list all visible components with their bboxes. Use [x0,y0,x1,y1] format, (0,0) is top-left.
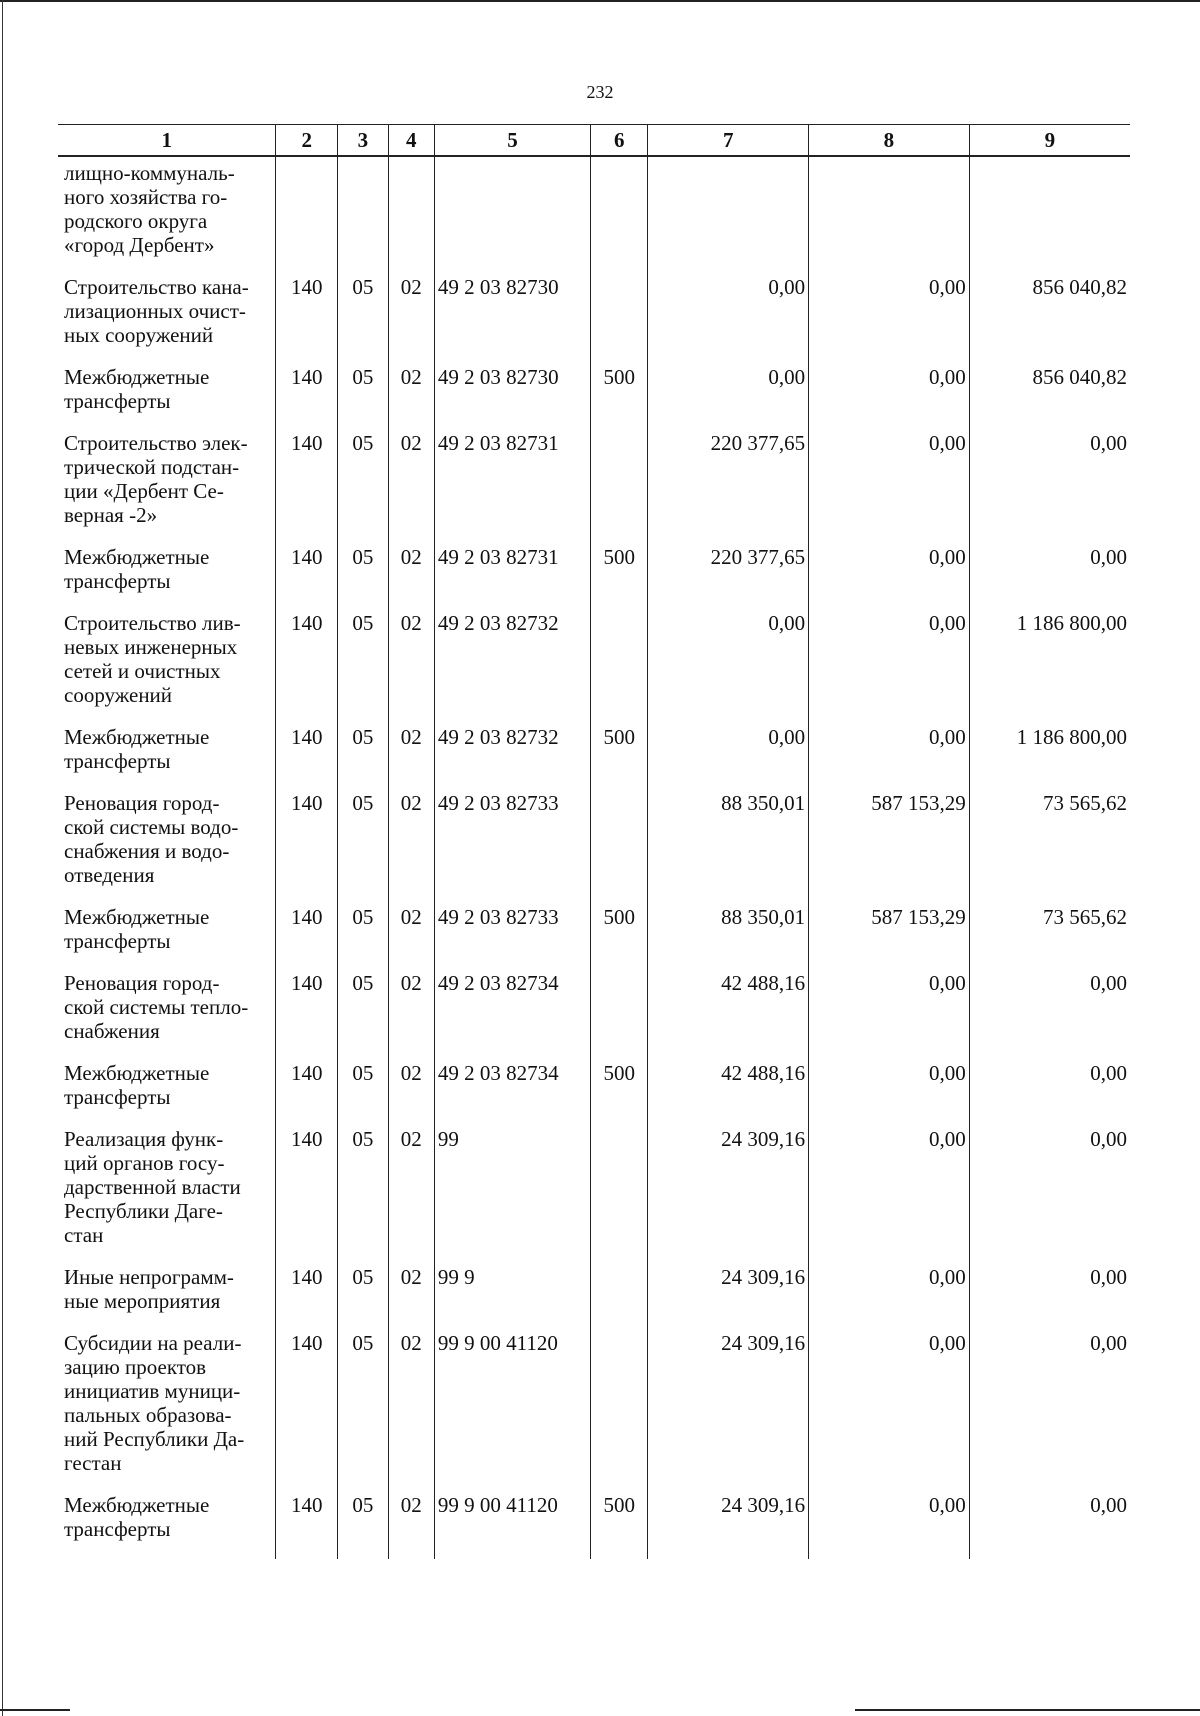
code-cell [276,156,338,271]
amount-cell: 0,00 [809,967,970,1057]
row-name-line: ных сооружений [64,323,214,347]
amount-cell: 24 309,16 [648,1261,809,1327]
amount-cell: 856 040,82 [969,361,1130,427]
row-name-line: трансферты [64,749,171,773]
csr-code-cell: 99 9 [434,1261,590,1327]
amount-cell: 0,00 [648,361,809,427]
amount-cell: 0,00 [809,361,970,427]
code-cell: 140 [276,1489,338,1559]
amount-cell: 0,00 [809,427,970,541]
column-header: 9 [969,125,1130,157]
scan-bottom-mark [855,1709,1200,1711]
code-cell: 140 [276,271,338,361]
amount-cell: 220 377,65 [648,541,809,607]
row-name-line: трансферты [64,389,171,413]
code-cell: 02 [388,541,434,607]
row-name-cell [58,1261,276,1327]
row-name-line: Межбюджетные [64,905,210,929]
expense-type-cell: 500 [591,1057,648,1123]
row-name-line: сооружений [64,683,173,707]
row-name-cell [58,607,276,721]
column-header: 2 [276,125,338,157]
table-row [58,271,1130,361]
row-name-cell [58,721,276,787]
amount-cell: 0,00 [969,1489,1130,1559]
row-name-cell [58,541,276,607]
row-name-line: пальных образова- [64,1403,232,1427]
row-name-line: Межбюджетные [64,545,210,569]
amount-cell: 42 488,16 [648,967,809,1057]
amount-cell [809,156,970,271]
table-row [58,541,1130,607]
code-cell: 140 [276,361,338,427]
row-name-line: трической подстан- [64,455,240,479]
amount-cell: 0,00 [969,1057,1130,1123]
page-number: 232 [586,82,614,102]
scan-left-border [2,0,3,1716]
table-row [58,427,1130,541]
table-row [58,1489,1130,1559]
row-name-line: гестан [64,1451,122,1475]
amount-cell: 0,00 [969,1123,1130,1261]
code-cell [338,156,389,271]
row-name-line: Реновация город- [64,791,220,815]
expense-type-cell [591,607,648,721]
code-cell: 05 [338,427,389,541]
expense-type-cell [591,156,648,271]
code-cell: 140 [276,1123,338,1261]
code-cell: 140 [276,541,338,607]
row-name-cell [58,271,276,361]
expense-type-cell: 500 [591,361,648,427]
table-row [58,1123,1130,1261]
table-row [58,901,1130,967]
code-cell: 02 [388,1261,434,1327]
row-name-line: ний Республики Да- [64,1427,245,1451]
amount-cell [969,156,1130,271]
table-row [58,1057,1130,1123]
row-name-line: ций органов госу- [64,1151,225,1175]
csr-code-cell: 49 2 03 82731 [434,427,590,541]
row-name-line: Реновация город- [64,971,220,995]
code-cell: 05 [338,787,389,901]
row-name-line: трансферты [64,1085,171,1109]
row-name-line: сетей и очистных [64,659,221,683]
row-name-cell [58,1327,276,1489]
row-name-line: Республики Даге- [64,1199,223,1223]
row-name-line: ного хозяйства го- [64,185,228,209]
column-header: 4 [388,125,434,157]
amount-cell: 587 153,29 [809,901,970,967]
row-name-cell [58,427,276,541]
column-header: 1 [58,125,276,157]
code-cell: 05 [338,901,389,967]
amount-cell: 42 488,16 [648,1057,809,1123]
amount-cell: 0,00 [969,1261,1130,1327]
amount-cell: 0,00 [809,607,970,721]
table-row [58,156,1130,271]
row-name-line: ской системы тепло- [64,995,249,1019]
code-cell: 02 [388,607,434,721]
row-name-line: Строительство элек- [64,431,248,455]
code-cell: 05 [338,721,389,787]
code-cell: 05 [338,607,389,721]
amount-cell: 220 377,65 [648,427,809,541]
amount-cell: 0,00 [809,1057,970,1123]
table-row [58,361,1130,427]
code-cell: 140 [276,967,338,1057]
row-name-line: лищно-коммуналь- [64,161,235,185]
row-name-cell [58,156,276,271]
amount-cell: 0,00 [809,1261,970,1327]
expense-type-cell [591,271,648,361]
amount-cell: 73 565,62 [969,787,1130,901]
expense-type-cell: 500 [591,1489,648,1559]
budget-table [58,124,1130,1559]
expense-type-cell [591,1123,648,1261]
row-name-cell [58,1057,276,1123]
amount-cell: 88 350,01 [648,787,809,901]
row-name-line: отведения [64,863,155,887]
expense-type-cell [591,967,648,1057]
code-cell: 05 [338,1261,389,1327]
csr-code-cell: 99 [434,1123,590,1261]
table-row [58,1261,1130,1327]
amount-cell: 0,00 [809,541,970,607]
row-name-line: стан [64,1223,104,1247]
expense-type-cell [591,1327,648,1489]
row-name-line: ции «Дербент Се- [64,479,224,503]
row-name-line: родского округа [64,209,208,233]
code-cell: 05 [338,361,389,427]
amount-cell: 0,00 [648,721,809,787]
amount-cell: 1 186 800,00 [969,607,1130,721]
csr-code-cell: 49 2 03 82733 [434,787,590,901]
code-cell: 140 [276,1057,338,1123]
row-name-line: Межбюджетные [64,725,210,749]
row-name-line: снабжения [64,1019,160,1043]
code-cell: 05 [338,967,389,1057]
csr-code-cell: 49 2 03 82730 [434,271,590,361]
code-cell: 05 [338,1123,389,1261]
csr-code-cell: 49 2 03 82733 [434,901,590,967]
row-name-line: Субсидии на реали- [64,1331,242,1355]
row-name-line: Строительство кана- [64,275,249,299]
code-cell: 02 [388,787,434,901]
row-name-line: Межбюджетные [64,365,210,389]
code-cell: 02 [388,1489,434,1559]
csr-code-cell: 49 2 03 82734 [434,967,590,1057]
row-name-line: лизационных очист- [64,299,246,323]
expense-type-cell [591,787,648,901]
code-cell: 02 [388,901,434,967]
table-row [58,607,1130,721]
row-name-line: верная -2» [64,503,158,527]
row-name-line: трансферты [64,1517,171,1541]
code-cell: 05 [338,271,389,361]
code-cell: 02 [388,1057,434,1123]
row-name-line: ской системы водо- [64,815,239,839]
table-row [58,721,1130,787]
code-cell: 05 [338,1489,389,1559]
amount-cell: 0,00 [809,1489,970,1559]
code-cell: 02 [388,427,434,541]
column-header: 7 [648,125,809,157]
column-header: 3 [338,125,389,157]
row-name-line: «город Дербент» [64,233,215,257]
row-name-cell [58,361,276,427]
amount-cell: 24 309,16 [648,1489,809,1559]
row-name-cell [58,787,276,901]
row-name-line: Строительство лив- [64,611,241,635]
code-cell: 140 [276,607,338,721]
table-row [58,1327,1130,1489]
amount-cell: 24 309,16 [648,1327,809,1489]
csr-code-cell: 99 9 00 41120 [434,1327,590,1489]
amount-cell: 73 565,62 [969,901,1130,967]
scan-top-border [0,0,1200,2]
code-cell: 140 [276,427,338,541]
amount-cell: 0,00 [969,427,1130,541]
code-cell: 02 [388,271,434,361]
row-name-line: Межбюджетные [64,1061,210,1085]
csr-code-cell: 49 2 03 82730 [434,361,590,427]
row-name-line: трансферты [64,929,171,953]
amount-cell: 0,00 [809,271,970,361]
amount-cell: 0,00 [969,541,1130,607]
code-cell: 05 [338,1057,389,1123]
row-name-line: зацию проектов [64,1355,207,1379]
row-name-line: дарственной власти [64,1175,241,1199]
row-name-cell [58,967,276,1057]
csr-code-cell: 49 2 03 82732 [434,607,590,721]
table-body [58,156,1130,1559]
expense-type-cell [591,1261,648,1327]
amount-cell: 0,00 [809,721,970,787]
code-cell: 02 [388,1327,434,1489]
row-name-line: ные мероприятия [64,1289,221,1313]
csr-code-cell: 49 2 03 82732 [434,721,590,787]
scan-bottom-mark [0,1709,70,1711]
expense-type-cell: 500 [591,901,648,967]
row-name-line: трансферты [64,569,171,593]
expense-type-cell: 500 [591,721,648,787]
code-cell: 140 [276,1261,338,1327]
code-cell: 05 [338,541,389,607]
code-cell: 05 [338,1327,389,1489]
amount-cell: 0,00 [809,1123,970,1261]
csr-code-cell: 49 2 03 82731 [434,541,590,607]
amount-cell: 0,00 [648,607,809,721]
table-header-row [58,125,1130,157]
row-name-line: Реализация функ- [64,1127,224,1151]
amount-cell: 856 040,82 [969,271,1130,361]
amount-cell: 1 186 800,00 [969,721,1130,787]
amount-cell: 0,00 [648,271,809,361]
column-header: 6 [591,125,648,157]
expense-type-cell [591,427,648,541]
column-header: 5 [434,125,590,157]
row-name-cell [58,1123,276,1261]
amount-cell: 0,00 [809,1327,970,1489]
row-name-cell [58,1489,276,1559]
csr-code-cell: 49 2 03 82734 [434,1057,590,1123]
amount-cell: 0,00 [969,1327,1130,1489]
amount-cell: 24 309,16 [648,1123,809,1261]
table-row [58,967,1130,1057]
expense-type-cell: 500 [591,541,648,607]
csr-code-cell [434,156,590,271]
row-name-cell [58,901,276,967]
csr-code-cell: 99 9 00 41120 [434,1489,590,1559]
row-name-line: Иные непрограмм- [64,1265,234,1289]
code-cell: 02 [388,721,434,787]
table-row [58,787,1130,901]
code-cell [388,156,434,271]
code-cell: 140 [276,787,338,901]
row-name-line: инициатив муници- [64,1379,241,1403]
row-name-line: снабжения и водо- [64,839,230,863]
code-cell: 02 [388,361,434,427]
amount-cell: 587 153,29 [809,787,970,901]
column-header: 8 [809,125,970,157]
code-cell: 140 [276,1327,338,1489]
amount-cell: 88 350,01 [648,901,809,967]
row-name-line: Межбюджетные [64,1493,210,1517]
row-name-line: невых инженерных [64,635,238,659]
code-cell: 02 [388,967,434,1057]
code-cell: 140 [276,901,338,967]
code-cell: 140 [276,721,338,787]
amount-cell: 0,00 [969,967,1130,1057]
amount-cell [648,156,809,271]
code-cell: 02 [388,1123,434,1261]
